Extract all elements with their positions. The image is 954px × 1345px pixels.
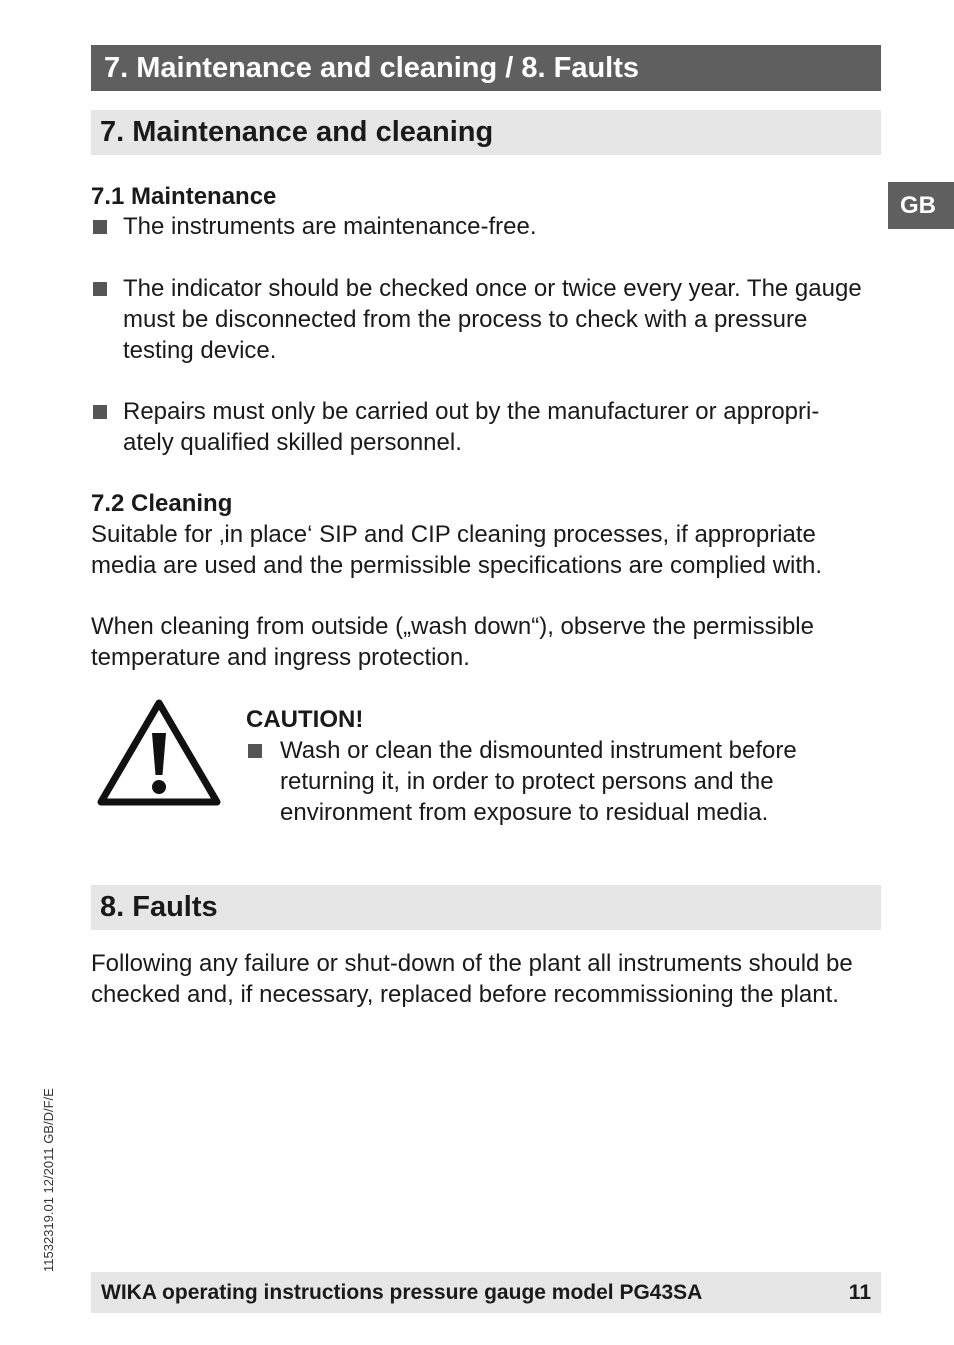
cleaning-paragraph-2: When cleaning from outside („wash down“), observe the permissible temperature and ingress protection. xyxy=(91,613,814,671)
section-8-title: 8. Faults xyxy=(91,885,881,930)
cleaning-paragraph-1: Suitable for ‚in place‘ SIP and CIP cleaning processes, if appropriate media are used and the permissible specifications are complied with. xyxy=(91,521,823,579)
page-number: 11 xyxy=(848,1281,871,1304)
bullet-text: The indicator should be checked once or twice every year. The gauge must be disconnected from the process to check with a pressure testing device. xyxy=(123,275,862,364)
maintenance-bullet-1 xyxy=(91,211,866,242)
warning-triangle-icon xyxy=(97,699,221,807)
bullet-square-icon xyxy=(93,282,107,296)
faults-paragraph: Following any failure or shut-down of the plant all instruments should be checked and, if necessary, replaced before recommissioning the plant. xyxy=(91,950,853,1008)
document-code: 11532319.01 12/2011 GB/D/F/E xyxy=(41,1088,56,1272)
language-tab: GB xyxy=(888,182,954,229)
footer-text: WIKA operating instructions pressure gauge model PG43SA xyxy=(101,1281,703,1304)
bullet-square-icon xyxy=(93,220,107,234)
caution-title: CAUTION! xyxy=(246,706,364,733)
cleaning-heading: 7.2 Cleaning xyxy=(91,490,233,517)
section-7-title: 7. Maintenance and cleaning xyxy=(91,110,881,155)
maintenance-heading: 7.1 Maintenance xyxy=(91,183,277,210)
page-header-title: 7. Maintenance and cleaning / 8. Faults xyxy=(91,45,881,91)
bullet-square-icon xyxy=(248,744,262,758)
page-footer xyxy=(91,1272,881,1313)
bullet-text: Wash or clean the dismounted instrument before returning it, in order to protect persons and the environment from exposure to residual media. xyxy=(280,737,797,826)
bullet-square-icon xyxy=(93,405,107,419)
caution-bullet xyxy=(246,735,866,828)
bullet-text: Repairs must only be carried out by the manufacturer or appropri-ately qualified skilled personnel. xyxy=(123,398,820,456)
maintenance-bullet-2 xyxy=(91,273,866,366)
maintenance-bullet-3 xyxy=(91,396,866,458)
bullet-text: The instruments are maintenance-free. xyxy=(123,213,537,240)
